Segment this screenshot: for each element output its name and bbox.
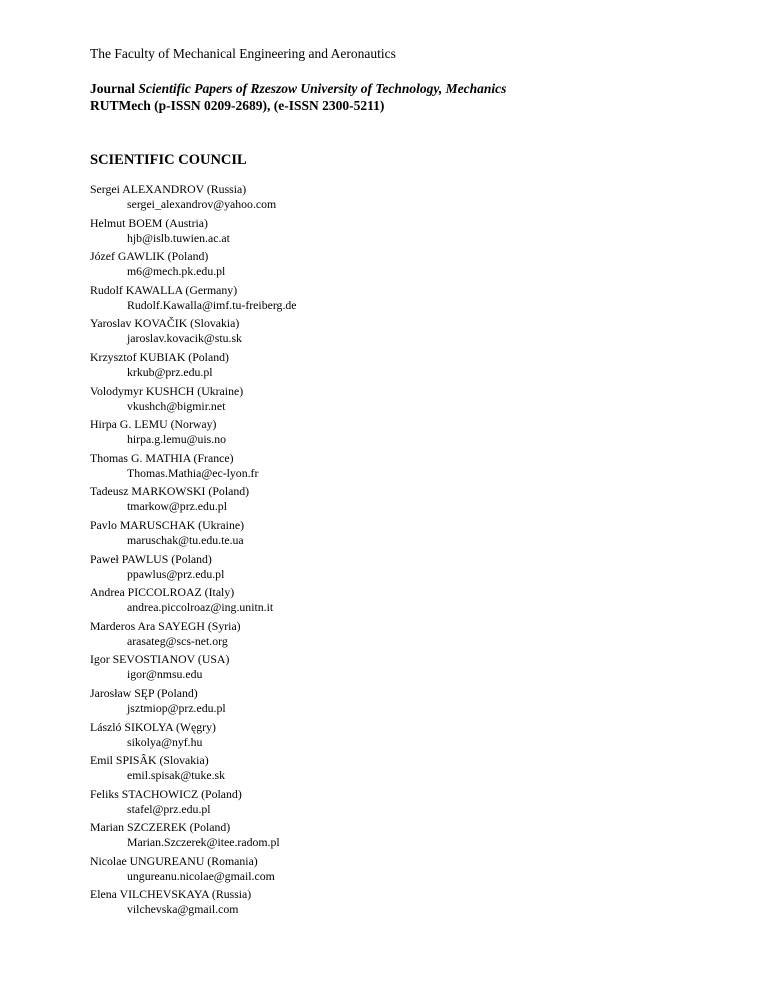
- council-member: [90, 216, 730, 250]
- member-name: Hirpa G. LEMU (Norway): [90, 417, 217, 432]
- member-name: Emil SPISÂK (Slovakia): [90, 753, 209, 768]
- member-email: jsztmiop@prz.edu.pl: [127, 700, 226, 715]
- member-email: ppawlus@prz.edu.pl: [127, 566, 225, 581]
- member-email: ungureanu.nicolae@gmail.com: [127, 868, 275, 883]
- council-member: [90, 820, 730, 854]
- member-email: emil.spisak@tuke.sk: [127, 768, 226, 783]
- council-member: [90, 753, 730, 787]
- member-email: krkub@prz.edu.pl: [127, 364, 213, 379]
- council-member: [90, 854, 730, 888]
- member-email: m6@mech.pk.edu.pl: [127, 264, 226, 279]
- member-email: Rudolf.Kawalla@imf.tu-freiberg.de: [127, 297, 297, 312]
- member-email: stafel@prz.edu.pl: [127, 801, 211, 816]
- member-name: Tadeusz MARKOWSKI (Poland): [90, 484, 250, 499]
- member-name: Marderos Ara SAYEGH (Syria): [90, 618, 241, 633]
- member-name: Igor SEVOSTIANOV (USA): [90, 652, 230, 667]
- journal-name: Scientific Papers of Rzeszow University of Technology, Mechanics: [138, 81, 507, 96]
- council-member: [90, 787, 730, 821]
- member-name: Marian SZCZEREK (Poland): [90, 820, 231, 835]
- member-name: Paweł PAWLUS (Poland): [90, 551, 212, 566]
- member-name: Józef GAWLIK (Poland): [90, 249, 209, 264]
- member-name: Krzysztof KUBIAK (Poland): [90, 349, 229, 364]
- journal-title: [90, 81, 506, 97]
- member-name: Yaroslav KOVAČIK (Slovakia): [90, 316, 240, 331]
- member-email: sergei_alexandrov@yahoo.com: [127, 197, 277, 211]
- member-email: andrea.piccolroaz@ing.unitn.it: [127, 600, 274, 615]
- member-email: maruschak@tu.edu.te.ua: [127, 532, 244, 547]
- member-email: vkushch@bigmir.net: [127, 398, 226, 413]
- council-member: [90, 887, 730, 921]
- member-email: Thomas.Mathia@ec-lyon.fr: [127, 465, 259, 480]
- council-member: [90, 552, 730, 586]
- member-email: jaroslav.kovacik@stu.sk: [127, 331, 242, 346]
- council-member: [90, 283, 730, 317]
- member-email: vilchevska@gmail.com: [127, 902, 239, 917]
- member-name: Nicolae UNGUREANU (Romania): [90, 853, 258, 868]
- member-name: Feliks STACHOWICZ (Poland): [90, 786, 242, 801]
- council-member: [90, 316, 730, 350]
- journal-issn: RUTMech (p-ISSN 0209-2689), (e-ISSN 2300-5211): [90, 98, 385, 113]
- council-member: [90, 182, 730, 216]
- member-name: Helmut BOEM (Austria): [90, 215, 208, 230]
- council-member: [90, 451, 730, 485]
- council-member: [90, 350, 730, 384]
- member-name: Volodymyr KUSHCH (Ukraine): [90, 383, 244, 398]
- council-member: [90, 484, 730, 518]
- faculty-header: The Faculty of Mechanical Engineering and Aeronautics: [90, 46, 396, 61]
- journal-prefix: Journal: [90, 81, 139, 96]
- member-email: arasateg@scs-net.org: [127, 633, 228, 648]
- council-member: [90, 619, 730, 653]
- council-member: [90, 720, 730, 754]
- council-member: [90, 652, 730, 686]
- council-member: [90, 686, 730, 720]
- council-member: [90, 384, 730, 418]
- member-name: Rudolf KAWALLA (Germany): [90, 282, 238, 297]
- council-member: [90, 585, 730, 619]
- member-email: hjb@islb.tuwien.ac.at: [127, 230, 230, 245]
- member-email: Marian.Szczerek@itee.radom.pl: [127, 835, 280, 850]
- member-name: Thomas G. MATHIA (France): [90, 450, 234, 465]
- member-name: Elena VILCHEVSKAYA (Russia): [90, 887, 252, 902]
- council-member: [90, 249, 730, 283]
- member-name: Andrea PICCOLROAZ (Italy): [90, 585, 235, 600]
- council-member-list: [90, 182, 730, 921]
- member-email: tmarkow@prz.edu.pl: [127, 499, 227, 514]
- member-name: Sergei ALEXANDROV (Russia): [90, 182, 247, 196]
- council-member: [90, 417, 730, 451]
- council-title: SCIENTIFIC COUNCIL: [90, 152, 247, 168]
- member-name: László SIKOLYA (Węgry): [90, 719, 216, 734]
- council-member: [90, 518, 730, 552]
- member-name: Pavlo MARUSCHAK (Ukraine): [90, 517, 245, 532]
- member-email: sikolya@nyf.hu: [127, 734, 203, 749]
- member-name: Jarosław SĘP (Poland): [90, 685, 198, 700]
- member-email: hirpa.g.lemu@uis.no: [127, 432, 227, 447]
- member-email: igor@nmsu.edu: [127, 667, 203, 682]
